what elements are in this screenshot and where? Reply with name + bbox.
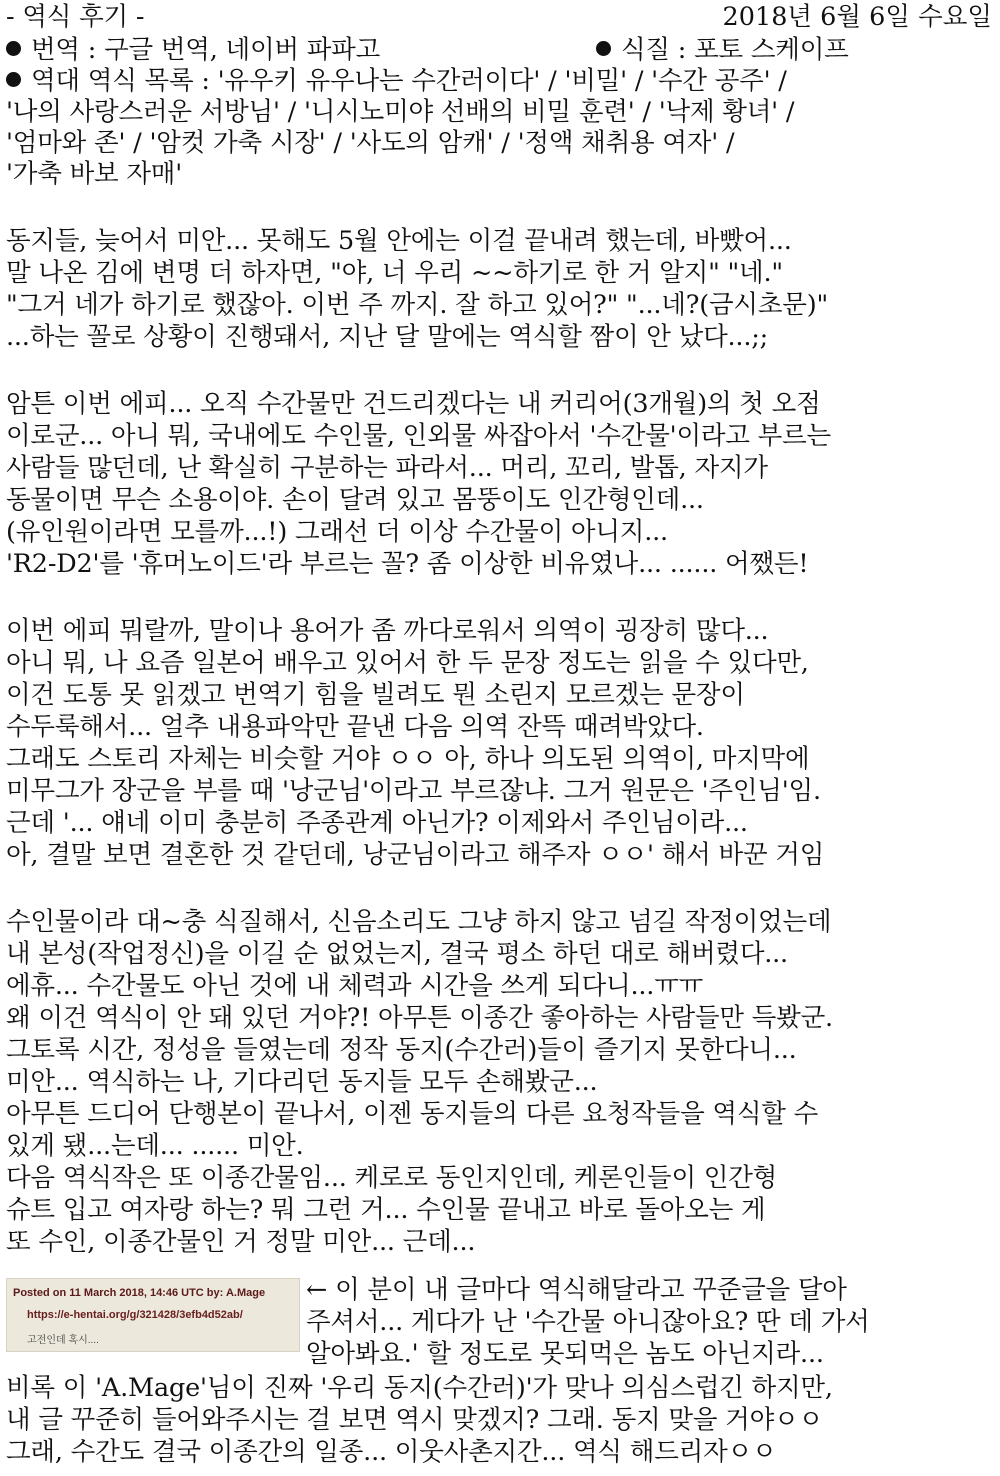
- bullet-icon: [6, 41, 21, 56]
- comment-header: Posted on 11 March 2018, 14:46 UTC by: A.Mage: [13, 1287, 266, 1299]
- paragraph-line: 내 본성(작업정신)을 이길 순 없었는지, 결국 평소 하던 대로 해버렸다...: [6, 939, 788, 969]
- comment-text: 고전인데 혹시....: [27, 1335, 99, 1346]
- history-line: '나의 사랑스러운 서방님' / '니시노미야 선배의 비밀 훈련' / '낙제 황녀' /: [6, 97, 795, 127]
- history-line: '가축 바보 자매': [6, 159, 183, 189]
- typesetting-text: 식질 : 포토 스케이프: [621, 35, 849, 65]
- typesetting-info: [596, 35, 849, 66]
- paragraph-line: 그래도 스토리 자체는 비슷할 거야 ㅇㅇ 아, 하나 의도된 의역이, 마지막에: [6, 744, 810, 774]
- bullet-icon: [596, 41, 611, 56]
- paragraph-line: 슈트 입고 여자랑 하는? 뭐 그런 거... 수인물 끝내고 바로 돌아오는 게: [6, 1195, 766, 1225]
- closing-line: 내 글 꾸준히 들어와주시는 걸 보면 역시 맞겠지? 그래. 동지 맞을 거야ㅇㅇ: [6, 1405, 823, 1435]
- paragraph-line: 아, 결말 보면 결혼한 것 같던데, 낭군님이라고 해주자 ㅇㅇ' 해서 바꾼 거임: [6, 840, 825, 870]
- side-note-line: 알아봐요.' 할 정도로 못되먹은 놈도 아닌지라...: [306, 1339, 824, 1369]
- side-note-line: ← 이 분이 내 글마다 역식해달라고 꾸준글을 달아: [306, 1275, 847, 1305]
- paragraph-line: 에휴... 수간물도 아닌 것에 내 체력과 시간을 쓰게 되다니...ㅠㅠ: [6, 971, 704, 1001]
- translation-info: [6, 35, 380, 66]
- closing-line: 비록 이 'A.Mage'님이 진짜 '우리 동지(수간러)'가 맞나 의심스럽긴 하지만,: [6, 1373, 833, 1403]
- paragraph-line: ...하는 꼴로 상황이 진행돼서, 지난 달 말에는 역식할 짬이 안 났다...;;: [6, 322, 769, 352]
- paragraph-line: 근데 '... 얘네 이미 충분히 주종관계 아닌가? 이제와서 주인님이라...: [6, 808, 748, 838]
- paragraph-line: 그토록 시간, 정성을 들였는데 정작 동지(수간러)들이 즐기지 못한다니...: [6, 1035, 797, 1065]
- page-title: - 역식 후기 -: [6, 2, 145, 32]
- paragraph-line: 말 나온 김에 변명 더 하자면, "야, 너 우리 ~~하기로 한 거 알지" "네.": [6, 258, 783, 288]
- paragraph-line: 사람들 많던데, 난 확실히 구분하는 파라서... 머리, 꼬리, 발톱, 자지가: [6, 453, 768, 483]
- paragraph-line: 미무그가 장군을 부를 때 '낭군님'이라고 부르잖냐. 그거 원문은 '주인님'임.: [6, 776, 821, 806]
- paragraph-line: 수두룩해서... 얼추 내용파악만 끝낸 다음 의역 잔뜩 때려박았다.: [6, 712, 704, 742]
- paragraph-line: 암튼 이번 에피... 오직 수간물만 건드리겠다는 내 커리어(3개월)의 첫 오점: [6, 389, 821, 419]
- paragraph-line: 동지들, 늦어서 미안... 못해도 5월 안에는 이걸 끝내려 했는데, 바빴어...: [6, 226, 792, 256]
- paragraph-line: 다음 역식작은 또 이종간물임... 케로로 동인지인데, 케론인들이 인간형: [6, 1163, 778, 1193]
- paragraph-line: 또 수인, 이종간물인 거 정말 미안... 근데...: [6, 1227, 476, 1257]
- paragraph-line: 수인물이라 대~충 식질해서, 신음소리도 그냥 하지 않고 넘길 작정이었는데: [6, 907, 832, 937]
- paragraph-line: 'R2-D2'를 '휴머노이드'라 부르는 꼴? 좀 이상한 비유였나... ...... 어쨌든!: [6, 549, 809, 579]
- paragraph-line: 이번 에피 뭐랄까, 말이나 용어가 좀 까다로워서 의역이 굉장히 많다...: [6, 616, 769, 646]
- paragraph-line: 아니 뭐, 나 요즘 일본어 배우고 있어서 한 두 문장 정도는 읽을 수 있다만,: [6, 648, 809, 678]
- history-text: 역대 역식 목록 : '유우키 유우나는 수간러이다' / '비밀' / '수간 공주' /: [31, 66, 787, 96]
- date-label: 2018년 6월 6일 수요일: [722, 2, 992, 32]
- paragraph-line: 미안... 역식하는 나, 기다리던 동지들 모두 손해봤군...: [6, 1067, 598, 1097]
- paragraph-line: 왜 이건 역식이 안 돼 있던 거야?! 아무튼 이종간 좋아하는 사람들만 득봤군.: [6, 1003, 833, 1033]
- bullet-icon: [6, 72, 21, 87]
- history-line: [6, 66, 787, 97]
- comment-link[interactable]: https://e-hentai.org/g/321428/3efb4d52ab/: [27, 1309, 243, 1321]
- quoted-comment-box: [6, 1278, 300, 1352]
- paragraph-line: 아무튼 드디어 단행본이 끝나서, 이젠 동지들의 다른 요청작들을 역식할 수: [6, 1099, 819, 1129]
- paragraph-line: 이로군... 아니 뭐, 국내에도 수인물, 인외물 싸잡아서 '수간물'이라고 부르는: [6, 421, 831, 451]
- side-note-line: 주셔서... 게다가 난 '수간물 아니잖아요? 딴 데 가서: [306, 1307, 870, 1337]
- paragraph-line: 동물이면 무슨 소용이야. 손이 달려 있고 몸뚱이도 인간형인데...: [6, 485, 704, 515]
- closing-line: 그래, 수간도 결국 이종간의 일종... 이웃사촌지간... 역식 해드리자ㅇㅇ: [6, 1437, 777, 1467]
- paragraph-line: "그거 네가 하기로 했잖아. 이번 주 까지. 잘 하고 있어?" "...네?(금시초문)": [6, 290, 828, 320]
- history-line: '엄마와 존' / '암컷 가축 시장' / '사도의 암캐' / '정액 채취용 여자' /: [6, 128, 735, 158]
- translation-text: 번역 : 구글 번역, 네이버 파파고: [31, 35, 381, 65]
- paragraph-line: 이건 도통 못 읽겠고 번역기 힘을 빌려도 뭔 소린지 모르겠는 문장이: [6, 680, 745, 710]
- paragraph-line: 있게 됐...는데... ...... 미안.: [6, 1131, 304, 1161]
- paragraph-line: (유인원이라면 모를까...!) 그래선 더 이상 수간물이 아니지...: [6, 517, 668, 547]
